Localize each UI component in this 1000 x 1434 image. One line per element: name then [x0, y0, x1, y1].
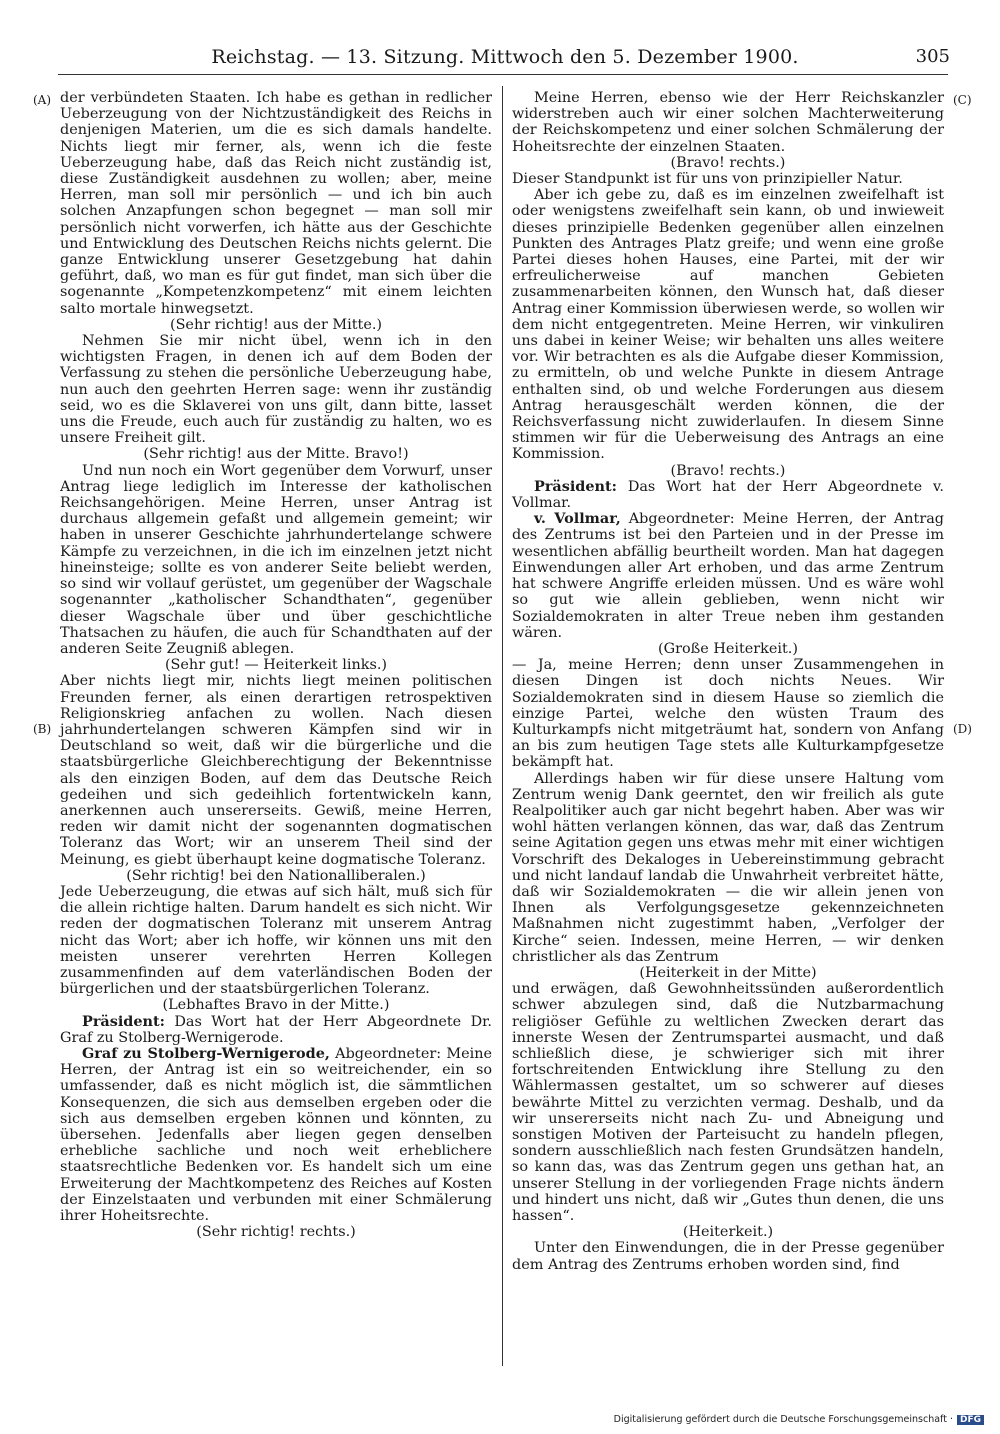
interjection	[512, 1224, 944, 1240]
paragraph-text: Abgeordneter: Meine Herren, der Antrag ist ein so weitreichender, ein so umfassender, daß es nicht möglich ist, die sämmtlichen Konsequenzen, die sich aus demselben ergeben oder die sich aus demselben ergeben können und könnten, zu übersehen. Jedenfalls aber liegen gegen denselben erhebliche sachliche und noch weit erheblichere staatsrechtliche Bedenken vor. Es handelt sich um eine Erweiterung der Machtkompetenz des Reiches auf Kosten der Einzelstaaten und verbunden mit einer Schmälerung ihrer Hoheitsrechte.	[60, 1045, 492, 1225]
paragraph	[512, 187, 944, 462]
dfg-logo: DFG	[957, 1415, 984, 1425]
paragraph-text: (Große Heiterkeit.)	[657, 640, 798, 657]
paragraph-text: (Heiterkeit in der Mitte)	[639, 964, 817, 981]
interjection	[60, 1224, 492, 1240]
left-column	[60, 90, 492, 1240]
margin-marker-b: (B)	[33, 722, 52, 736]
speaker-name: Präsident:	[534, 477, 617, 495]
speaker-name: Präsident:	[82, 1012, 165, 1030]
paragraph-text: Das Wort hat der Herr Abgeordnete v. Vollmar.	[512, 478, 944, 512]
page-header	[60, 44, 950, 74]
right-column	[512, 90, 944, 1273]
interjection	[512, 155, 944, 171]
paragraph-text: (Sehr richtig! aus der Mitte. Bravo!)	[143, 446, 409, 463]
paragraph	[60, 90, 492, 317]
paragraph-text: Dieser Standpunkt ist für uns von prinzipieller Natur.	[512, 171, 903, 188]
paragraph-text: Nehmen Sie mir nicht übel, wenn ich in den wichtigsten Fragen, in denen ich auf dem Boden der Verfassung zu stehen die persönliche Ueberzeugung habe, nun auch den geehrten Herren sage: wenn ihr zuständig seid, wo es die Sklaverei von uns gilt, dann bitte, lasset uns die Freude, euch auch für zuständig zu halten, wo es unsere Freiheit gilt.	[60, 333, 492, 447]
paragraph	[512, 771, 944, 965]
speaker-name: v. Vollmar,	[534, 510, 621, 528]
paragraph-text: — Ja, meine Herren; denn unser Zusammengehen in diesen Dingen ist doch nichts Neues. Wir Sozialdemokraten sind in diesem Hause so ziemlich die einzige Partei, welche den wüsten Traum des Kulturkampfs nicht mitgeträumt hat, sondern von Anfang an bis zum heutigen Tage stets alle Kulturkampfgesetze bekämpft hat.	[512, 657, 944, 771]
interjection	[60, 997, 492, 1013]
paragraph	[60, 463, 492, 657]
paragraph-text: Und nun noch ein Wort gegenüber dem Vorwurf, unser Antrag liege lediglich im Interesse der katholischen Reichsangehörigen. Meine Herren, unser Antrag ist durchaus allgemein gefaßt und allgemein gemeint; wir haben in unserer Geschichte jahrhundertelange schwere Kämpfe zu verzeichnen, in die ich im einzelnen jetzt nicht hineinsteige; sollte es von anderer Seite beliebt werden, so sind wir vollauf gerüstet, um gegenüber der Wagschale sogenannter „katholischer Schandthaten“, gegenüber dieser Wagschale über und über geschichtliche Thatsachen zu häufen, die auch für Schandthaten auf der anderen Seite Zeugniß ablegen.	[60, 462, 492, 657]
paragraph	[60, 1014, 492, 1046]
column-divider	[502, 86, 503, 1366]
paragraph	[512, 657, 944, 770]
paragraph-text: Jede Ueberzeugung, die etwas auf sich hält, muß sich für die allein richtige halten. Darum handelt es sich nicht. Wir reden der dogmatischen Toleranz mit unserem Antrag nicht das Wort; aber ich hoffe, wir können uns mit den meisten unserer verehrten Herren Kollegen zusammenfinden auf dem vaterländischen Boden der bürgerlichen und der staatsbürgerlichen Toleranz.	[60, 883, 492, 998]
page-number: 305	[915, 46, 950, 67]
paragraph	[60, 673, 492, 867]
paragraph	[512, 479, 944, 511]
interjection	[512, 965, 944, 981]
paragraph	[60, 884, 492, 997]
paragraph-text: (Sehr gut! — Heiterkeit links.)	[164, 657, 388, 674]
interjection	[512, 463, 944, 479]
paragraph	[512, 511, 944, 641]
paragraph	[60, 333, 492, 446]
paragraph	[512, 90, 944, 155]
paragraph	[512, 981, 944, 1224]
header-rule	[58, 74, 948, 75]
paragraph	[512, 171, 944, 187]
paragraph-text: Aber ich gebe zu, daß es im einzelnen zweifelhaft ist oder wenigstens zweifelhaft sein kann, ob und inwieweit dieses prinzipielle Bedenken gegenüber allen einzelnen Punkten des Antrages Platz greife; und wenn eine große Partei dieses hohen Hauses, eine Partei, mit der wir erfreulicherweise auf manchen Gebieten zusammenarbeiten können, den Wunsch hat, daß dieser Antrag einer Kommission überwiesen werde, so wollen wir dem nicht entgegentreten. Meine Herren, wir vinkuliren uns dabei in keiner Weise; wir behalten uns alles weitere vor. Wir betrachten es als die Aufgabe dieser Kommission, zu ermitteln, ob und welche Punkte in diesem Antrage enthalten sind, ob und welche Forderungen aus diesem Antrag herausgeschält werden können, die der Reichsverfassung nicht zuwiderlaufen. In diesem Sinne stimmen wir für die Ueberweisung des Antrags an eine Kommission.	[512, 187, 944, 463]
paragraph-text: (Bravo! rechts.)	[670, 462, 786, 479]
paragraph-text: Unter den Einwendungen, die in der Presse gegenüber dem Antrag des Zentrums erhoben worden sind, find	[512, 1240, 944, 1273]
margin-marker-d: (D)	[953, 722, 972, 736]
paragraph-text: (Bravo! rechts.)	[670, 154, 786, 171]
paragraph-text: (Sehr richtig! rechts.)	[196, 1224, 356, 1241]
running-title: Reichstag. — 13. Sitzung. Mittwoch den 5. Dezember 1900.	[211, 46, 799, 68]
interjection	[512, 641, 944, 657]
paragraph-text: Das Wort hat der Herr Abgeordnete Dr. Graf zu Stolberg-Wernigerode.	[60, 1013, 492, 1046]
paragraph-text: und erwägen, daß Gewohnheitssünden außerordentlich schwer abzulegen sind, daß die Nutzbarmachung religiöser Gefühle zu weltlichen Zwecken derart das innerste Wesen der Zentrumspartei ausmacht, und daß schließlich diese, je schwieriger sich mit ihrer fortschreitenden Entwicklung ihre Stellung zu den Wählermassen gestaltet, um so schwerer auf dieses bewährte Mittel zu verzichten vermag. Deshalb, und da wir unsererseits nicht nach Zu- und Abneigung und sonstigen Motiven der Parteisucht zu handeln pflegen, sondern ausschließlich nach festen Grundsätzen handeln, so kann das, was das Zentrum gegen uns gethan hat, an unserer Stellung in der vorliegenden Frage nichts ändern und hindert uns nicht, daß wir „Gutes thun denen, die uns hassen“.	[512, 981, 944, 1225]
margin-marker-c: (C)	[953, 93, 972, 107]
paragraph-text: Abgeordneter: Meine Herren, der Antrag des Zentrums ist bei den Parteien und in der Presse im wesentlichen abfällig beurtheilt worden. Man hat dagegen Einwendungen aller Art erhoben, und das arme Zentrum hat schwere Angriffe erleiden müssen. Und es wäre wohl so gut wie allein geblieben, wenn nicht wir Sozialdemokraten in alter Treue neben ihm gestanden wären.	[512, 511, 944, 641]
interjection	[60, 317, 492, 333]
paragraph-text: (Heiterkeit.)	[682, 1224, 774, 1241]
paragraph-text: (Sehr richtig! bei den Nationalliberalen.)	[126, 867, 426, 884]
interjection	[60, 868, 492, 884]
margin-marker-a: (A)	[33, 93, 52, 107]
interjection	[60, 657, 492, 673]
paragraph	[512, 1240, 944, 1272]
paragraph-text: Allerdings haben wir für diese unsere Haltung vom Zentrum wenig Dank geerntet, den wir freilich als gute Realpolitiker auch gar nicht begehrt haben. Aber was wir wohl hätten verlangen können, das war, daß das Zentrum seine Agitation gegen uns etwas mehr mit einer wichtigen Vorschrift des Dekaloges in Uebereinstimmung gebracht und nicht landauf landab die Unwahrheit verbreitet hätte, daß wir Sozialdemokraten — die wir allein jenen von Ihnen als Verfolgungsgesetze gekennzeichneten Maßnahmen nicht zugestimmt haben, „Verfolger der Kirche“ seien. Indessen, meine Herren, — wir denken christlicher als das Zentrum	[512, 770, 944, 965]
footer-credit	[614, 1414, 984, 1425]
speaker-name: Graf zu Stolberg-Wernigerode,	[82, 1044, 330, 1062]
paragraph-text: der verbündeten Staaten. Ich habe es gethan in redlicher Ueberzeugung von der Nichtzuständigkeit des Reichs in denjenigen Materien, um die es sich damals handelte. Nichts liegt mir ferner, als, wenn ich die feste Ueberzeugung habe, daß das Reich nicht zuständig ist, diese Zuständigkeit ausdehnen zu wollen; aber, meine Herren, man soll mir persönlich — und ich bin auch solchen Anzapfungen schon begegnet — man soll mir persönlich nicht vorwerfen, ich hätte aus der Geschichte und Entwicklung des Deutschen Reichs nichts gelernt. Die ganze Entwicklung unserer Gesetzgebung hat dahin geführt, daß, wo man es für gut findet, man sich über die sogenannte „Kompetenzkompetenz“ mit einem leichten salto mortale hinwegsetzt.	[60, 90, 492, 317]
interjection	[60, 446, 492, 462]
paragraph-text: (Lebhaftes Bravo in der Mitte.)	[162, 997, 390, 1014]
paragraph-text: (Sehr richtig! aus der Mitte.)	[169, 316, 383, 333]
paragraph-text: Meine Herren, ebenso wie der Herr Reichskanzler widerstreben auch wir einer solchen Machterweiterung der Reichskompetenz und einer solchen Schmälerung der Hoheitsrechte der einzelnen Staaten.	[512, 90, 944, 155]
paragraph-text: Aber nichts liegt mir, nichts liegt meinen politischen Freunden ferner, als einen derartigen retrospektiven Religionskrieg anfachen zu wollen. Nach diesen jahrhundertelangen schweren Kämpfen sind wir in Deutschland so weit, daß wir die bürgerliche und die staatsbürgerliche Gleichberechtigung der Bekenntnisse als den einzigen Boden, auf dem das Deutsche Reich gedeihen und sich gedeihlich fortentwickeln kann, anerkennen auch unsererseits. Gewiß, meine Herren, reden wir damit nicht der sogenannten dogmatischen Toleranz das Wort; wir an unserem Theil sind der Meinung, es giebt überhaupt keine dogmatische Toleranz.	[60, 673, 492, 868]
paragraph	[60, 1046, 492, 1224]
footer-text: Digitalisierung gefördert durch die Deutsche Forschungsgemeinschaft ·	[613, 1414, 953, 1425]
